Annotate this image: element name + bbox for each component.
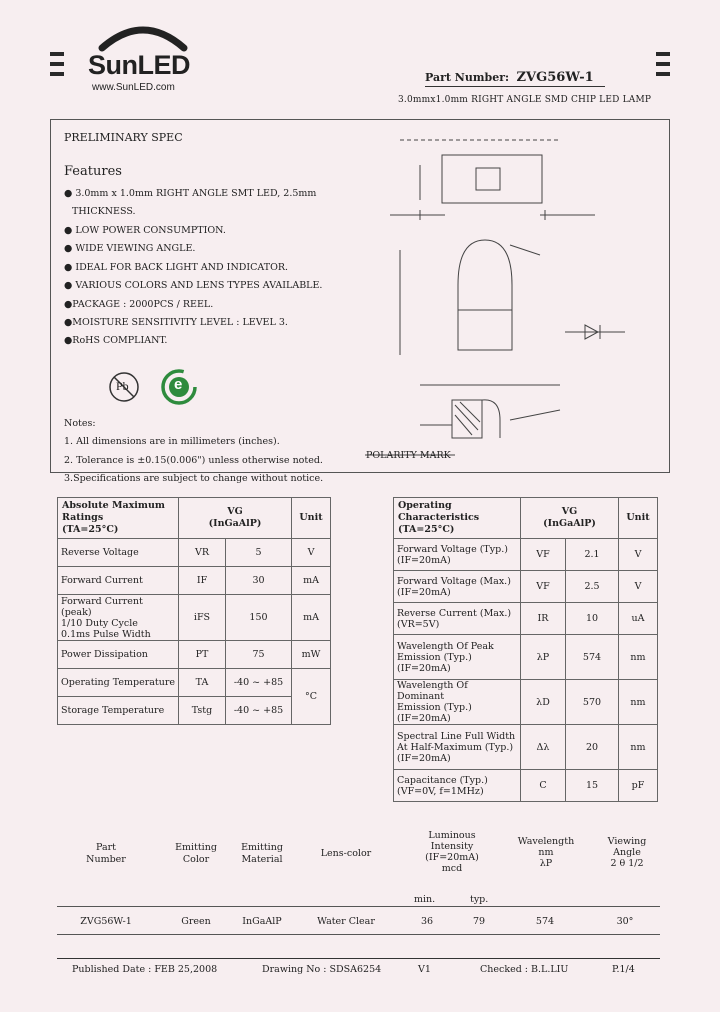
brand-name: SunLED	[88, 50, 190, 80]
feature-item: ●MOISTURE SENSITIVITY LEVEL : LEVEL 3.	[64, 317, 288, 328]
brand-logo	[88, 18, 198, 96]
table-row: Forward Voltage (Typ.) (IF=20mA) VF 2.1 V	[394, 539, 658, 571]
rohs-e-icon: e	[160, 368, 198, 406]
note-item: 2. Tolerance is ±0.15(0.006") unless otherwise noted.	[64, 455, 323, 466]
notes-title: Notes:	[64, 418, 96, 429]
preliminary-spec-label: PRELIMINARY SPEC	[64, 131, 183, 144]
op-col-vg: VG (InGaAlP)	[521, 498, 619, 539]
summary-col-min: min.	[414, 894, 436, 905]
table-row: Storage Temperature Tstg -40 ~ +85	[58, 697, 331, 725]
part-number-label: Part Number:	[425, 71, 510, 84]
feature-item: ● VARIOUS COLORS AND LENS TYPES AVAILABLE.	[64, 280, 323, 291]
summary-col-typ: typ.	[470, 894, 489, 905]
summary-col-lens: Lens-color	[320, 848, 372, 859]
feature-item: ●PACKAGE : 2000PCS / REEL.	[64, 299, 214, 310]
table-row: Forward Voltage (Max.) (IF=20mA) VF 2.5 V	[394, 571, 658, 603]
table-row: Reverse Current (Max.) (VR=5V) IR 10 uA	[394, 603, 658, 635]
published-date: Published Date : FEB 25,2008	[72, 964, 218, 975]
polarity-mark-label: POLARITY MARK	[366, 450, 451, 461]
feature-item: ● LOW POWER CONSUMPTION.	[64, 225, 226, 236]
feature-item: ● WIDE VIEWING ANGLE.	[64, 243, 196, 254]
summary-viewing-value: 30°	[616, 916, 634, 927]
part-number-line	[425, 70, 594, 85]
abs-table-title: Absolute Maximum Ratings (TA=25°C)	[58, 498, 179, 539]
feature-item: ●RoHS COMPLIANT.	[64, 335, 168, 346]
summary-color-value: Green	[181, 916, 211, 927]
table-row: Capacitance (Typ.) (VF=0V, f=1MHz) C 15 pF	[394, 770, 658, 802]
product-description: 3.0mmx1.0mm RIGHT ANGLE SMD CHIP LED LAMP	[398, 95, 652, 105]
brand-url: www.SunLED.com	[92, 82, 175, 93]
op-table-title: Operating Characteristics (TA=25°C)	[394, 498, 521, 539]
package-dimension-drawing	[360, 130, 660, 470]
summary-col-material: Emitting Material	[241, 842, 283, 865]
summary-typ-value: 79	[472, 916, 486, 927]
operating-characteristics-table	[393, 497, 658, 802]
summary-col-luminous: Luminous Intensity (IF=20mA) mcd	[425, 830, 479, 874]
features-title: Features	[64, 164, 122, 179]
table-row: Spectral Line Full Width At Half-Maximum (Typ.) (IF=20mA) Δλ 20 nm	[394, 725, 658, 770]
summary-lens-value: Water Clear	[317, 916, 375, 927]
table-row: Wavelength Of Dominant Emission (Typ.) (IF=20mA) λD 570 nm	[394, 680, 658, 725]
checked-by: Checked : B.L.LIU	[480, 964, 569, 975]
note-item: 1. All dimensions are in millimeters (inches).	[64, 436, 280, 447]
table-row: Reverse Voltage VR 5 V	[58, 539, 331, 567]
absolute-max-ratings-table	[57, 497, 331, 725]
drawing-number: Drawing No : SDSA6254	[262, 964, 382, 975]
summary-col-wavelength: Wavelength nm λP	[517, 836, 575, 869]
summary-part-value: ZVG56W-1	[80, 916, 132, 927]
feature-item: ● IDEAL FOR BACK LIGHT AND INDICATOR.	[64, 262, 289, 273]
summary-min-value: 36	[420, 916, 434, 927]
table-row: Forward Current (peak) 1/10 Duty Cycle 0.1ms Pulse Width iFS 150 mA	[58, 595, 331, 641]
summary-col-viewing: Viewing Angle 2 θ 1/2	[607, 836, 647, 869]
part-number-value: ZVG56W-1	[516, 70, 594, 85]
op-col-unit: Unit	[619, 498, 658, 539]
table-row: Power Dissipation PT 75 mW	[58, 641, 331, 669]
page-number: P.1/4	[612, 964, 635, 975]
note-item: 3.Specifications are subject to change without notice.	[64, 473, 324, 484]
abs-col-unit: Unit	[292, 498, 331, 539]
feature-item: ● 3.0mm x 1.0mm RIGHT ANGLE SMT LED, 2.5mm	[64, 188, 317, 199]
summary-wavelength-value: 574	[535, 916, 555, 927]
summary-material-value: InGaAlP	[242, 916, 282, 927]
table-row: Operating Temperature TA -40 ~ +85 °C	[58, 669, 331, 697]
table-row: Forward Current IF 30 mA	[58, 567, 331, 595]
version-label: V1	[418, 964, 431, 975]
abs-col-vg: VG (InGaAlP)	[179, 498, 292, 539]
pb-free-icon: Pb	[107, 370, 141, 404]
summary-col-part: Part Number	[86, 842, 126, 865]
summary-col-color: Emitting Color	[175, 842, 217, 865]
table-row: Wavelength Of Peak Emission (Typ.) (IF=20mA) λP 574 nm	[394, 635, 658, 680]
feature-item-continued: THICKNESS.	[72, 206, 136, 217]
